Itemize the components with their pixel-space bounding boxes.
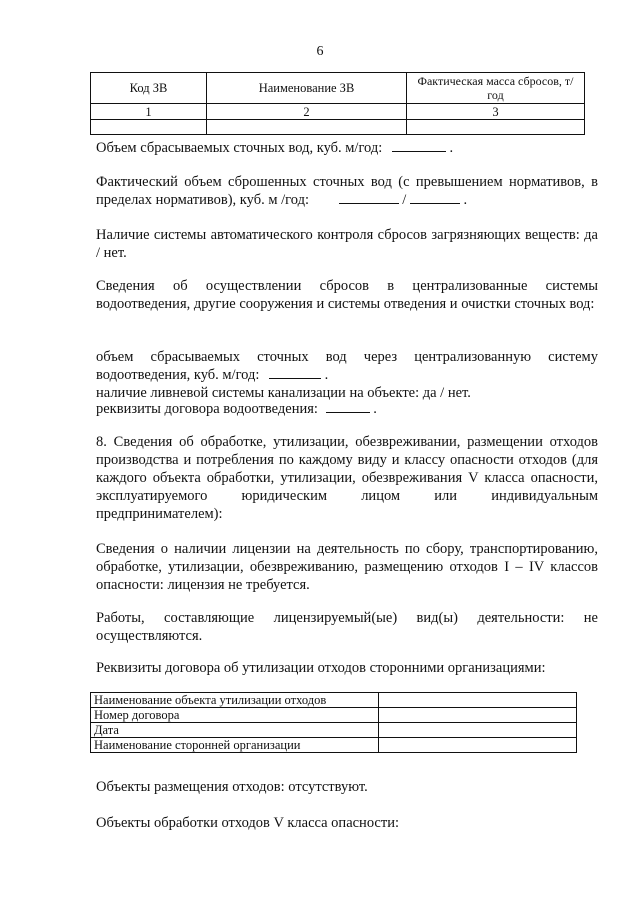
row-label: Наименование сторонней организации: [91, 738, 379, 753]
header-code: Код ЗВ: [91, 73, 207, 104]
centralized-volume-text: объем сбрасываемых сточных вод через централизованную систему водоотведения, куб. м/год:: [96, 349, 598, 383]
wastewater-volume-text: Объем сбрасываемых сточных вод, куб. м/год:: [96, 140, 383, 156]
section-8-paragraph: 8. Сведения об обработке, утилизации, обезвреживании, размещении отходов производства и потребления по каждому виду и классу опасности отходов (для каждого объекта обработки, утилизации, обезвреживания V класса опасности, эксплуатируемого юридическим лицом или индивидуальным предпринимателем):: [96, 434, 598, 522]
header-name: Наименование ЗВ: [207, 73, 407, 104]
row-value: [379, 723, 577, 738]
disposal-contract-heading: Реквизиты договора об утилизации отходов сторонними организациями:: [96, 660, 546, 676]
page-number: 6: [316, 44, 324, 59]
wastewater-volume-line: Объем сбрасываемых сточных вод, куб. м/год: .: [96, 140, 454, 156]
table-row: [91, 708, 577, 723]
storm-sewer-line: наличие ливневой системы канализации на объекте: да / нет.: [96, 385, 471, 401]
row-label: Наименование объекта утилизации отходов: [91, 693, 379, 708]
column-number: 2: [207, 104, 407, 120]
table-row: [91, 723, 577, 738]
centralized-info-paragraph: Сведения об осуществлении сбросов в централизованные системы водоотведения, другие сооружения и системы отведения и очистки сточных вод:: [96, 278, 598, 312]
row-value: [379, 693, 577, 708]
table-cell: [91, 120, 207, 135]
license-paragraph: Сведения о наличии лицензии на деятельность по сбору, транспортированию, обработке, утилизации, обезвреживанию, размещению отходов I – IV классов опасности: лицензия не требуется.: [96, 541, 598, 593]
row-value: [379, 738, 577, 753]
row-label: Номер договора: [91, 708, 379, 723]
table-row: [91, 738, 577, 753]
blank-field: [392, 139, 446, 152]
table-row: [91, 693, 577, 708]
row-value: [379, 708, 577, 723]
licensed-works-paragraph: Работы, составляющие лицензируемый(ые) вид(ы) деятельности: не осуществляются.: [96, 610, 598, 644]
auto-control-paragraph: Наличие системы автоматического контроля сбросов загрязняющих веществ: да / нет.: [96, 227, 598, 261]
column-number: 3: [407, 104, 585, 120]
column-number: 1: [91, 104, 207, 120]
discharge-table: [90, 72, 585, 135]
processing-objects-line: Объекты обработки отходов V класса опасности:: [96, 815, 399, 831]
header-mass: Фактическая масса сбросов, т/год: [407, 73, 585, 104]
blank-field: [269, 366, 321, 379]
discharge-table-number-row: [91, 104, 585, 120]
table-cell: [207, 120, 407, 135]
blank-field: [410, 191, 460, 204]
discharge-table-empty-row: [91, 120, 585, 135]
actual-volume-text: Фактический объем сброшенных сточных вод (с превышением нормативов, в пределах нормативов), куб. м /год:: [96, 174, 598, 208]
row-label: Дата: [91, 723, 379, 738]
blank-field: [339, 191, 399, 204]
table-cell: [407, 120, 585, 135]
contract-details-text: реквизиты договора водоотведения:: [96, 401, 318, 417]
discharge-table-header-row: [91, 73, 585, 104]
blank-field: [326, 400, 370, 413]
placement-objects-line: Объекты размещения отходов: отсутствуют.: [96, 779, 368, 795]
contract-table: [90, 692, 577, 753]
centralized-volume-paragraph: объем сбрасываемых сточных вод через централизованную систему водоотведения, куб. м/год: .: [96, 349, 598, 383]
actual-volume-paragraph: Фактический объем сброшенных сточных вод (с превышением нормативов, в пределах нормативов), куб. м /год: / .: [96, 174, 598, 208]
contract-details-line: реквизиты договора водоотведения: .: [96, 401, 377, 417]
